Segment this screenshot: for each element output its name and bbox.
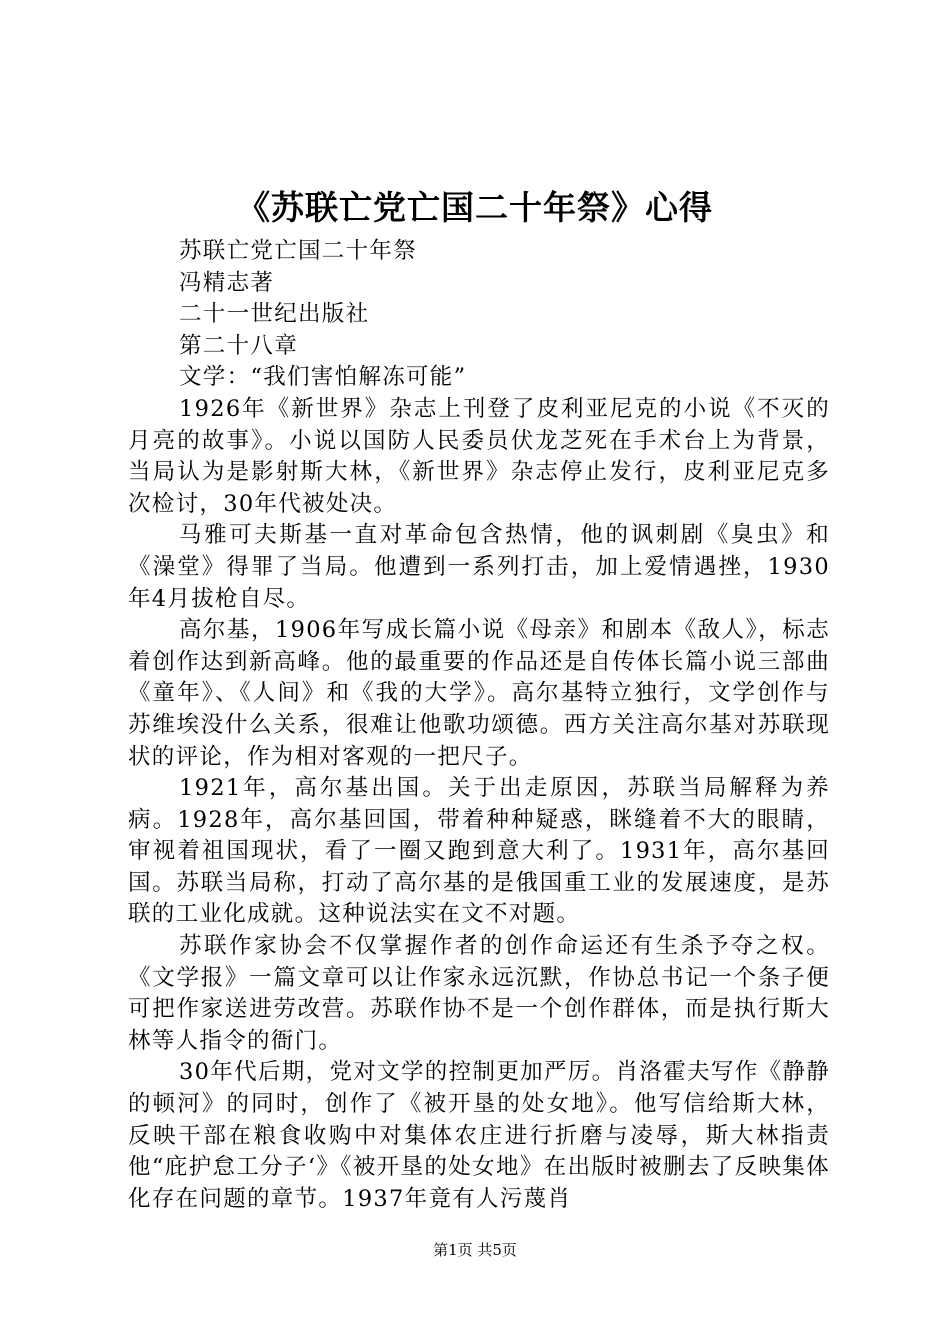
body-paragraph: 苏联作家协会不仅掌握作者的创作命运还有生杀予夺之权。《文学报》一篇文章可以让作家永远沉默，作协总书记一个条子便可把作家送进劳改营。苏联作协不是一个创作群体，而是执行斯大林等人指令的衙门。 — [128, 933, 830, 1054]
body-paragraph: 1921年，高尔基出国。关于出走原因，苏联当局解释为养病。1928年，高尔基回国，带着种种疑惑，眯缝着不大的眼睛，审视着祖国现状，看了一圈又跑到意大利了。1931年，高尔基回国。苏联当局称，打动了高尔基的是俄国重工业的发展速度，是苏联的工业化成就。这种说法实在文不对题。 — [128, 775, 830, 928]
chapter-line: 第二十八章 — [179, 332, 299, 359]
chapter-subtitle-line: 文学：“我们害怕解冻可能” — [179, 364, 467, 391]
publisher-line: 二十一世纪出版社 — [179, 301, 370, 328]
book-title-line: 苏联亡党亡国二十年祭 — [179, 238, 418, 264]
author-line: 冯精志著 — [179, 269, 275, 296]
body-paragraph: 高尔基，1906年写成长篇小说《母亲》和剧本《敌人》，标志着创作达到新高峰。他的最重要的作品还是自传体长篇小说三部曲《童年》、《人间》和《我的大学》。高尔基特立独行，文学创作与苏维埃没什么关系，很难让他歌功颂德。西方关注高尔基对苏联现状的评论，作为相对客观的一把尺子。 — [128, 617, 830, 770]
body-paragraph: 30年代后期，党对文学的控制更加严厉。肖洛霍夫写作《静静的顿河》的同时，创作了《被开垦的处女地》。他写信给斯大林，反映干部在粮食收购中对集体农庄进行折磨与凌辱，斯大林指责他“庇护怠工分子‘》《被开垦的处女地》在出版时被删去了反映集体化存在问题的章节。1937年竟有人污蔑肖 — [128, 1059, 830, 1212]
body-paragraph: 马雅可夫斯基一直对革命包含热情，他的讽刺剧《臭虫》和《澡堂》得罪了当局。他遭到一系列打击，加上爱情遇挫，1930年4月拔枪自尽。 — [128, 522, 830, 612]
document-title: 《苏联亡党亡国二十年祭》心得 — [237, 188, 713, 227]
document-body — [128, 236, 830, 1215]
body-paragraph: 1926年《新世界》杂志上刊登了皮利亚尼克的小说《不灭的月亮的故事》。小说以国防人民委员伏龙芝死在手术台上为背景，当局认为是影射斯大林，《新世界》杂志停止发行，皮利亚尼克多次检讨，30年代被处决。 — [128, 395, 830, 517]
page-number-footer: 第1页 共5页 — [433, 1241, 517, 1259]
